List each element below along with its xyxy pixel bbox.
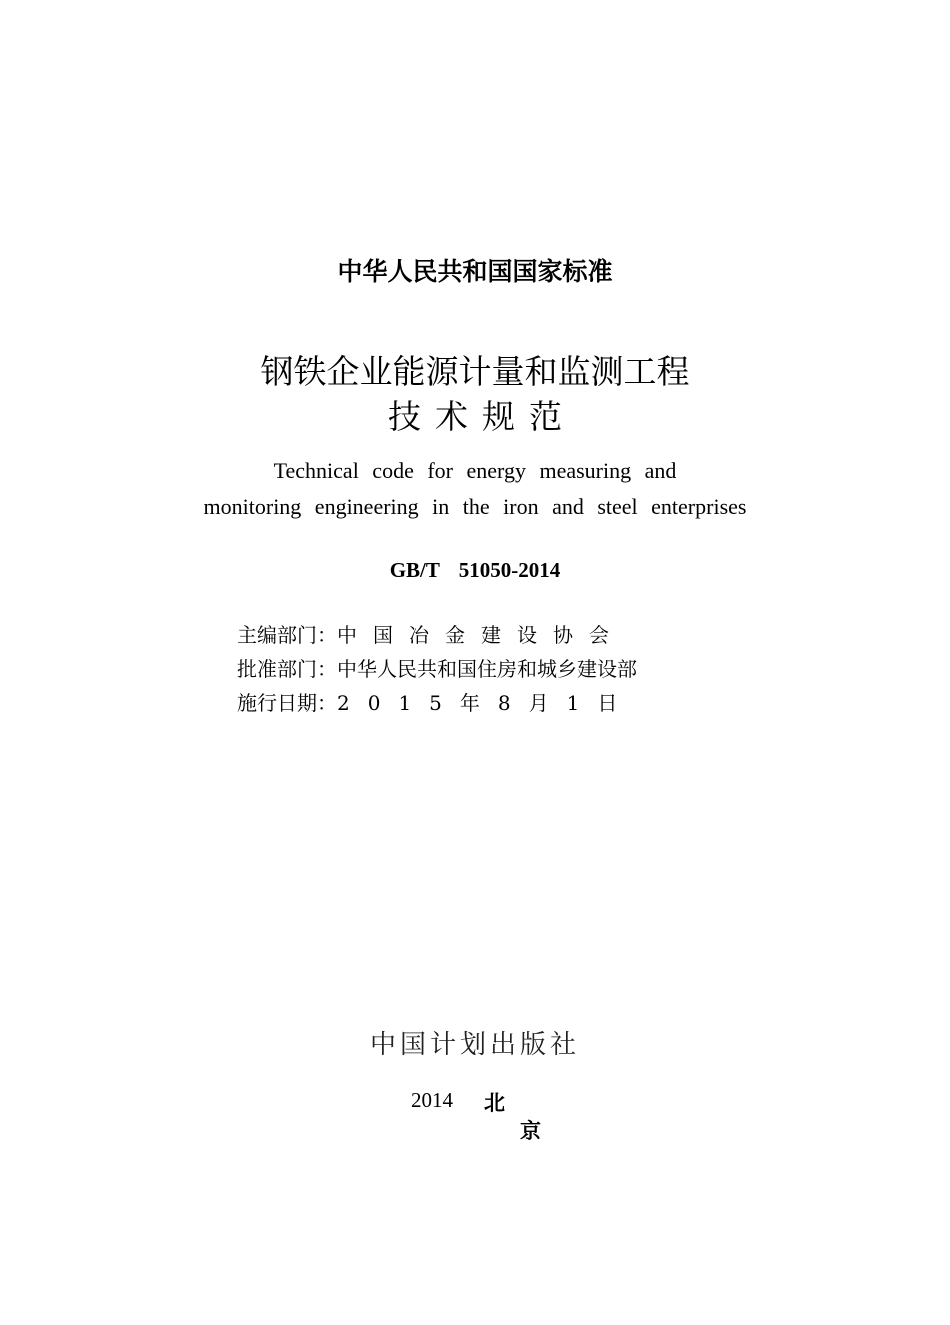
english-title-line2: monitoring engineering in the iron and steel enterprises	[203, 494, 747, 519]
editor-row	[237, 619, 625, 648]
english-title-line1: Technical code for energy measuring and	[273, 458, 677, 483]
approver-value: 中华人民共和国住房和城乡建设部	[337, 657, 637, 681]
standard-code: GB/T 51050-2014	[389, 558, 561, 582]
national-standard-heading: 中华人民共和国国家标准	[337, 257, 613, 286]
publication-city-part2: 京	[520, 1119, 541, 1143]
effective-date-value: 2015年8月1日	[337, 691, 636, 715]
approver-row	[237, 653, 637, 682]
publication-year: 2014	[411, 1088, 453, 1112]
document-title-line1: 钢铁企业能源计量和监测工程	[260, 352, 690, 391]
editor-value: 中国冶金建设协会	[337, 623, 625, 647]
editor-label: 主编部门：	[237, 623, 337, 647]
publication-city-part1: 北	[484, 1091, 505, 1115]
approver-label: 批准部门：	[237, 657, 337, 681]
publisher-name: 中国计划出版社	[369, 1030, 580, 1060]
document-title-line2: 技术规范	[388, 397, 576, 436]
effective-date-row	[237, 687, 635, 716]
effective-date-label: 施行日期：	[237, 691, 337, 715]
